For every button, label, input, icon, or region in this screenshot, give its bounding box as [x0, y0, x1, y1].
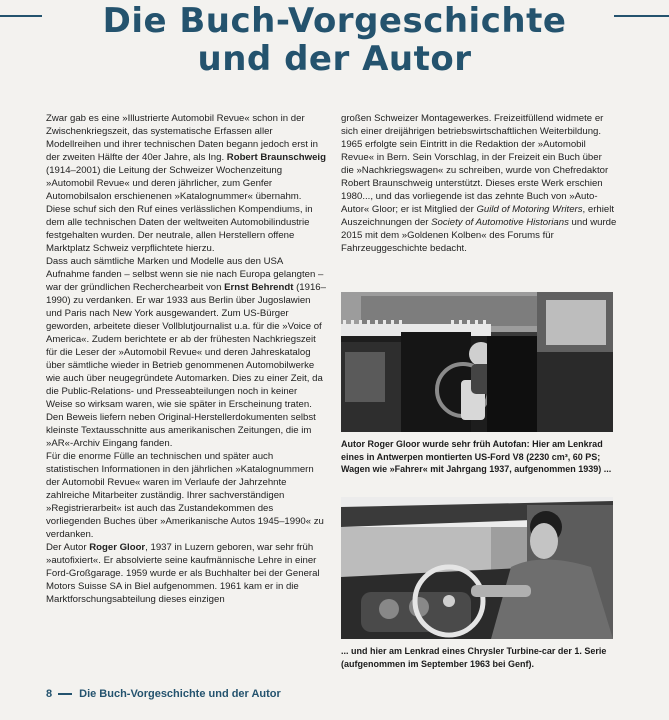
- paragraph-behrendt: [46, 255, 326, 450]
- person-name: Robert Braunschweig: [226, 152, 326, 163]
- text-run: , erhielt Auszeichnungen der: [341, 204, 614, 228]
- organization-name: Guild of Motoring Writers: [476, 204, 583, 215]
- page-title-line-1: Die Buch-Vorgeschichte: [102, 1, 567, 41]
- person-name: Ernst Behrendt: [224, 282, 294, 293]
- text-run: (1916–1990) zu verdanken. Er war 1933 aus Berlin über Jugoslawien und Paris nach New York ausgewandert. Zum US-Bürger geworden, arbeitete dieser Vollblutjournalist u.a. für die »Voice of America«. Zudem berichtete er ab der frühesten Nachkriegszeit für die Leser der »Automobil Revue« und deren Jahreskatalog über sämtliche wieder in Betrieb genommenen Automobilwerke wie auch über neugegründete Automarken. Dies zu einer Zeit, da die Public-Relations- und Presseabteilungen noch in keiner Weise so wirksam waren, wie sie später in Erscheinung traten. Den Beweis liefern neben Original-Herstellerdokumenten selbst kleinste Textausschnitte aus amerikanischen Zeitungen, die im »AR«-Archiv Eingang fanden.: [46, 282, 326, 449]
- paragraph-author: [46, 541, 326, 606]
- text-run: Dass auch sämtliche Marken und Modelle aus den USA Aufnahme fanden – selbst wenn sie nie nach Europa gelangten – war der gründlichen Recherchearbeit von: [46, 256, 324, 293]
- photo-child-in-ford: [341, 292, 613, 432]
- text-run: großen Schweizer Montagewerkes. Freizeitfüllend widmete er sich einer dreijährigen betriebswirtschaftlichen Weiterbildung. 1965 erfolgte sein Eintritt in die Redaktion der »Automobil Revue« in Bern. Sein Vorschlag, in der Freizeit ein Buch über die »Nachkriegswagen« zu schreiben, wurde von Chefredaktor Robert Braunschweig unterstützt. Dieses erste Werk erschien 1980..., und das vorliegende ist das zehnte Buch von »Auto-Autor« Gloor; er ist Mitglied der: [341, 113, 609, 215]
- page-title: [0, 2, 669, 78]
- right-text-column: [341, 112, 617, 255]
- organization-name: Society of Automotive Historians: [431, 217, 569, 228]
- left-text-column: [46, 112, 326, 606]
- text-run: Zwar gab es eine »Illustrierte Automobil Revue« schon in der Zwischenkriegszeit, das systematische Erfassen aller Modellreihen und ihrer technischen Daten begann jedoch erst in der zweiten Hälfte der 40er Jahre, als Ing.: [46, 113, 318, 163]
- text-run: (1914–2001) die Leitung der Schweizer Wochenzeitung »Automobil Revue« und deren jährlicher, zum Genfer Automobilsalon erschienenen »Katalognummer« übernahm. Diese schuf sich den Ruf eines verlässlichen Kompendiums, in dem alle technischen Daten der weltweiten Automobilindustrie festgehalten wurden. Der neutrale, allen Herstellern offene Marktplatz Schweiz verpflichtete hierzu.: [46, 165, 313, 254]
- text-run: und wurde 2015 mit dem »Goldenen Kolben« des Forums für Fahrzeuggeschichte bedacht.: [341, 217, 617, 254]
- text-run: Der Autor: [46, 542, 90, 553]
- page-footer: [46, 688, 281, 700]
- footer-section-title: Die Buch-Vorgeschichte und der Autor: [79, 688, 281, 700]
- photo-gloor-chrysler-turbine: [341, 497, 613, 639]
- text-run: , 1937 in Luzern geboren, war sehr früh »autofixiert«. Er absolvierte seine kaufmännische Lehre in einer Ford-Großgarage. 1959 wurde er als Buchhalter bei der General Motors Suisse SA in Biel aufgenommen. 1961 kam er in die Marktforschungsabteilung dieses einzigen: [46, 542, 320, 605]
- page-number: 8: [46, 688, 53, 700]
- paragraph-braunschweig: [46, 112, 326, 255]
- page-title-line-2: und der Autor: [197, 39, 472, 79]
- paragraph-mitarbeiter: Für die enorme Fülle an technischen und später auch statistischen Informationen in den jährlichen »Katalognummern der Automobil Revue« waren im Verlaufe der Jahrzehnte zahlreiche Mitarbeiter zuständig. Ihrer sachverständigen »Registrierarbeit« ist auch das Zustandekommen des vorliegenden Buches über »Amerikanische Autos 1945–1990« zu verdanken.: [46, 451, 324, 540]
- footer-dash: [58, 693, 72, 695]
- photo-gloor-chrysler-turbine-illustration: [341, 497, 613, 639]
- person-name: Roger Gloor: [89, 542, 146, 553]
- photo-child-in-ford-illustration: [341, 292, 613, 432]
- paragraph-career: [341, 112, 617, 255]
- caption-photo-1: Autor Roger Gloor wurde sehr früh Autofan: Hier am Lenkrad eines in Antwerpen montierten US-Ford V8 (2230 cm³, 60 PS; Wagen wie »Fahrer« mit Jahrgang 1937, aufgenommen 1939) ...: [341, 439, 612, 474]
- caption-photo-2: ... und hier am Lenkrad eines Chrysler Turbine-car der 1. Serie (aufgenommen im September 1963 bei Genf).: [341, 646, 607, 669]
